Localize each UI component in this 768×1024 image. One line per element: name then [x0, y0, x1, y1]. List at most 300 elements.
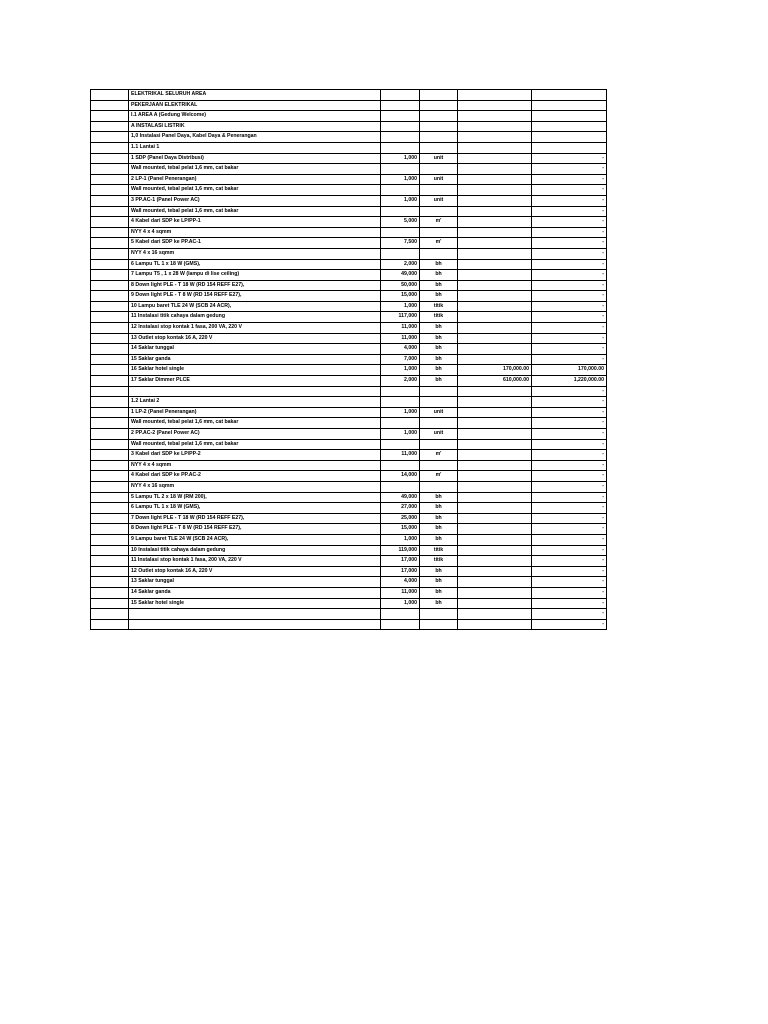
unit-price-cell: [458, 418, 532, 429]
volume-cell: 11,000: [381, 333, 420, 344]
number-cell: [91, 227, 129, 238]
description-cell: 7 Lampu T5 , 1 x 28 W (lampu di lise ceiling): [129, 270, 381, 281]
volume-cell: [381, 481, 420, 492]
number-cell: [91, 174, 129, 185]
volume-cell: 7,500: [381, 238, 420, 249]
volume-cell: [381, 164, 420, 175]
unit-price-cell: [458, 238, 532, 249]
total-price-cell: [532, 90, 607, 101]
unit-cell: titik: [420, 301, 458, 312]
unit-price-cell: [458, 354, 532, 365]
description-cell: 1.1 Lantai 1: [129, 142, 381, 153]
unit-cell: bh: [420, 534, 458, 545]
unit-cell: bh: [420, 503, 458, 514]
description-cell: NYY 4 x 4 sqmm: [129, 227, 381, 238]
total-price-cell: -: [532, 291, 607, 302]
description-cell: 3 Kabel dari SDP ke LP/PP-2: [129, 450, 381, 461]
total-price-cell: [532, 142, 607, 153]
volume-cell: [381, 619, 420, 630]
table-row: [91, 534, 607, 545]
volume-cell: [381, 248, 420, 259]
volume-cell: 14,000: [381, 471, 420, 482]
total-price-cell: -: [532, 238, 607, 249]
unit-price-cell: [458, 227, 532, 238]
table-row: [91, 121, 607, 132]
total-price-cell: -: [532, 217, 607, 228]
unit-cell: m': [420, 217, 458, 228]
number-cell: [91, 450, 129, 461]
description-cell: NYY 4 x 16 sqmm: [129, 481, 381, 492]
unit-cell: [420, 206, 458, 217]
number-cell: [91, 344, 129, 355]
unit-cell: [420, 90, 458, 101]
table-row: [91, 577, 607, 588]
volume-cell: 1,000: [381, 153, 420, 164]
total-price-cell: -: [532, 450, 607, 461]
unit-price-cell: [458, 429, 532, 440]
unit-cell: bh: [420, 492, 458, 503]
volume-cell: 15,000: [381, 524, 420, 535]
description-cell: [129, 386, 381, 397]
total-price-cell: -: [532, 503, 607, 514]
unit-cell: titik: [420, 312, 458, 323]
unit-price-cell: [458, 577, 532, 588]
unit-price-cell: [458, 121, 532, 132]
description-cell: [129, 619, 381, 630]
total-price-cell: -: [532, 270, 607, 281]
unit-price-cell: [458, 481, 532, 492]
volume-cell: 4,000: [381, 344, 420, 355]
table-row: [91, 280, 607, 291]
table-row: [91, 556, 607, 567]
volume-cell: 49,000: [381, 492, 420, 503]
total-price-cell: -: [532, 471, 607, 482]
table-row: [91, 217, 607, 228]
unit-price-cell: [458, 153, 532, 164]
unit-cell: bh: [420, 577, 458, 588]
volume-cell: [381, 460, 420, 471]
description-cell: 15 Saklar ganda: [129, 354, 381, 365]
volume-cell: [381, 206, 420, 217]
unit-cell: bh: [420, 598, 458, 609]
total-price-cell: -: [532, 386, 607, 397]
number-cell: [91, 323, 129, 334]
total-price-cell: -: [532, 195, 607, 206]
unit-cell: bh: [420, 365, 458, 376]
table-row: [91, 323, 607, 334]
unit-price-cell: [458, 450, 532, 461]
table-row: [91, 111, 607, 122]
number-cell: [91, 619, 129, 630]
unit-cell: unit: [420, 407, 458, 418]
description-cell: 5 Lampu TL 2 x 18 W (RM 200),: [129, 492, 381, 503]
total-price-cell: -: [532, 619, 607, 630]
unit-cell: bh: [420, 280, 458, 291]
table-row: [91, 291, 607, 302]
unit-price-cell: [458, 439, 532, 450]
number-cell: [91, 524, 129, 535]
unit-price-cell: 610,000.00: [458, 376, 532, 387]
unit-price-cell: [458, 344, 532, 355]
unit-cell: [420, 121, 458, 132]
total-price-cell: -: [532, 545, 607, 556]
table-row: [91, 312, 607, 323]
unit-cell: [420, 619, 458, 630]
number-cell: [91, 492, 129, 503]
total-price-cell: -: [532, 598, 607, 609]
description-cell: NYY 4 x 16 sqmm: [129, 248, 381, 259]
unit-price-cell: [458, 386, 532, 397]
unit-price-cell: [458, 397, 532, 408]
unit-cell: titik: [420, 545, 458, 556]
unit-price-cell: [458, 142, 532, 153]
volume-cell: 1,000: [381, 365, 420, 376]
description-cell: 6 Lampu TL 1 x 18 W (GMS),: [129, 503, 381, 514]
number-cell: [91, 545, 129, 556]
description-cell: 11 Instalasi titik cahaya dalam gedung: [129, 312, 381, 323]
unit-price-cell: [458, 609, 532, 620]
number-cell: [91, 354, 129, 365]
unit-cell: m': [420, 238, 458, 249]
table-row: [91, 439, 607, 450]
volume-cell: [381, 132, 420, 143]
table-row: [91, 386, 607, 397]
volume-cell: 17,000: [381, 556, 420, 567]
volume-cell: [381, 121, 420, 132]
unit-cell: [420, 418, 458, 429]
total-price-cell: -: [532, 481, 607, 492]
unit-price-cell: [458, 598, 532, 609]
volume-cell: 5,000: [381, 217, 420, 228]
number-cell: [91, 407, 129, 418]
description-cell: NYY 4 x 4 sqmm: [129, 460, 381, 471]
total-price-cell: -: [532, 418, 607, 429]
unit-price-cell: [458, 333, 532, 344]
unit-price-cell: [458, 619, 532, 630]
unit-price-cell: [458, 132, 532, 143]
description-cell: 13 Saklar tunggal: [129, 577, 381, 588]
unit-cell: [420, 386, 458, 397]
table-row: [91, 164, 607, 175]
total-price-cell: -: [532, 534, 607, 545]
total-price-cell: -: [532, 407, 607, 418]
unit-cell: bh: [420, 587, 458, 598]
unit-price-cell: [458, 280, 532, 291]
total-price-cell: -: [532, 429, 607, 440]
unit-cell: m': [420, 450, 458, 461]
unit-cell: [420, 609, 458, 620]
volume-cell: 50,000: [381, 280, 420, 291]
volume-cell: 2,000: [381, 376, 420, 387]
total-price-cell: -: [532, 556, 607, 567]
unit-cell: [420, 111, 458, 122]
total-price-cell: -: [532, 524, 607, 535]
number-cell: [91, 206, 129, 217]
table-row: [91, 185, 607, 196]
unit-cell: bh: [420, 566, 458, 577]
volume-cell: 1,000: [381, 598, 420, 609]
total-price-cell: -: [532, 566, 607, 577]
table-row: [91, 376, 607, 387]
number-cell: [91, 238, 129, 249]
unit-cell: [420, 100, 458, 111]
unit-price-cell: [458, 291, 532, 302]
table-row: [91, 132, 607, 143]
number-cell: [91, 195, 129, 206]
table-row: [91, 270, 607, 281]
table-row: [91, 418, 607, 429]
volume-cell: 17,000: [381, 566, 420, 577]
unit-price-cell: [458, 259, 532, 270]
volume-cell: 27,000: [381, 503, 420, 514]
total-price-cell: -: [532, 248, 607, 259]
number-cell: [91, 609, 129, 620]
number-cell: [91, 100, 129, 111]
table-row: [91, 429, 607, 440]
unit-price-cell: [458, 460, 532, 471]
volume-cell: [381, 111, 420, 122]
table-row: [91, 153, 607, 164]
description-cell: Wall mounted, tebal pelat 1,6 mm, cat bakar: [129, 185, 381, 196]
number-cell: [91, 429, 129, 440]
number-cell: [91, 217, 129, 228]
unit-price-cell: [458, 524, 532, 535]
number-cell: [91, 460, 129, 471]
description-cell: 2 LP-1 (Panel Penerangan): [129, 174, 381, 185]
table-row: [91, 301, 607, 312]
number-cell: [91, 566, 129, 577]
volume-cell: [381, 439, 420, 450]
unit-cell: [420, 185, 458, 196]
table-row: [91, 513, 607, 524]
volume-cell: 1,000: [381, 407, 420, 418]
table-row: [91, 503, 607, 514]
volume-cell: 25,000: [381, 513, 420, 524]
number-cell: [91, 312, 129, 323]
unit-price-cell: [458, 587, 532, 598]
unit-price-cell: [458, 270, 532, 281]
total-price-cell: -: [532, 153, 607, 164]
table-body: [91, 90, 607, 630]
unit-price-cell: [458, 566, 532, 577]
table-row: [91, 545, 607, 556]
unit-price-cell: [458, 323, 532, 334]
total-price-cell: -: [532, 492, 607, 503]
description-cell: 1 LP-2 (Panel Penerangan): [129, 407, 381, 418]
unit-cell: bh: [420, 524, 458, 535]
total-price-cell: -: [532, 354, 607, 365]
number-cell: [91, 270, 129, 281]
description-cell: 1,0 Instalasi Panel Daya, Kabel Daya & Penerangan: [129, 132, 381, 143]
number-cell: [91, 386, 129, 397]
unit-cell: [420, 481, 458, 492]
unit-cell: bh: [420, 291, 458, 302]
table-row: [91, 598, 607, 609]
description-cell: I.1 AREA A (Gedung Welcome): [129, 111, 381, 122]
number-cell: [91, 503, 129, 514]
unit-price-cell: [458, 556, 532, 567]
total-price-cell: -: [532, 301, 607, 312]
unit-cell: unit: [420, 153, 458, 164]
description-cell: Wall mounted, tebal pelat 1,6 mm, cat bakar: [129, 164, 381, 175]
unit-price-cell: [458, 111, 532, 122]
total-price-cell: -: [532, 397, 607, 408]
unit-price-cell: [458, 471, 532, 482]
total-price-cell: [532, 121, 607, 132]
number-cell: [91, 534, 129, 545]
total-price-cell: 1,220,000.00: [532, 376, 607, 387]
table-row: [91, 344, 607, 355]
table-row: [91, 90, 607, 101]
volume-cell: 1,000: [381, 174, 420, 185]
number-cell: [91, 481, 129, 492]
volume-cell: 49,000: [381, 270, 420, 281]
description-cell: 9 Lampu baret TLE 24 W (SCB 24 ACR),: [129, 534, 381, 545]
unit-price-cell: [458, 217, 532, 228]
unit-cell: m': [420, 471, 458, 482]
table-row: [91, 587, 607, 598]
table-row: [91, 142, 607, 153]
volume-cell: [381, 185, 420, 196]
total-price-cell: -: [532, 577, 607, 588]
number-cell: [91, 153, 129, 164]
total-price-cell: [532, 111, 607, 122]
table-row: [91, 174, 607, 185]
total-price-cell: 170,000.00: [532, 365, 607, 376]
number-cell: [91, 185, 129, 196]
volume-cell: 7,000: [381, 354, 420, 365]
unit-price-cell: [458, 503, 532, 514]
table-row: [91, 100, 607, 111]
volume-cell: 11,000: [381, 450, 420, 461]
description-cell: Wall mounted, tebal pelat 1,6 mm, cat bakar: [129, 418, 381, 429]
unit-price-cell: [458, 312, 532, 323]
total-price-cell: [532, 132, 607, 143]
table-row: [91, 195, 607, 206]
volume-cell: 117,000: [381, 312, 420, 323]
total-price-cell: -: [532, 609, 607, 620]
unit-price-cell: [458, 545, 532, 556]
unit-cell: bh: [420, 259, 458, 270]
number-cell: [91, 111, 129, 122]
number-cell: [91, 397, 129, 408]
unit-price-cell: [458, 206, 532, 217]
number-cell: [91, 556, 129, 567]
volume-cell: [381, 100, 420, 111]
description-cell: Wall mounted, tebal pelat 1,6 mm, cat bakar: [129, 439, 381, 450]
total-price-cell: -: [532, 227, 607, 238]
number-cell: [91, 598, 129, 609]
table-row: [91, 609, 607, 620]
description-cell: 16 Saklar hotel single: [129, 365, 381, 376]
unit-cell: [420, 397, 458, 408]
number-cell: [91, 142, 129, 153]
table-row: [91, 238, 607, 249]
unit-price-cell: [458, 534, 532, 545]
number-cell: [91, 418, 129, 429]
number-cell: [91, 513, 129, 524]
description-cell: 10 Lampu baret TLE 24 W (SCB 24 ACR),: [129, 301, 381, 312]
number-cell: [91, 376, 129, 387]
total-price-cell: -: [532, 259, 607, 270]
total-price-cell: -: [532, 164, 607, 175]
total-price-cell: -: [532, 439, 607, 450]
unit-price-cell: [458, 513, 532, 524]
unit-price-cell: [458, 195, 532, 206]
volume-cell: [381, 90, 420, 101]
description-cell: 2 PP.AC-2 (Panel Power AC): [129, 429, 381, 440]
description-cell: 12 Instalasi stop kontak 1 fasa, 200 VA, 220 V: [129, 323, 381, 334]
table-row: [91, 365, 607, 376]
number-cell: [91, 121, 129, 132]
table-row: [91, 481, 607, 492]
unit-cell: [420, 460, 458, 471]
description-cell: PEKERJAAN ELEKTRIKAL: [129, 100, 381, 111]
total-price-cell: -: [532, 185, 607, 196]
total-price-cell: -: [532, 460, 607, 471]
table-row: [91, 471, 607, 482]
volume-cell: [381, 227, 420, 238]
total-price-cell: -: [532, 344, 607, 355]
table-row: [91, 259, 607, 270]
volume-cell: 119,000: [381, 545, 420, 556]
number-cell: [91, 587, 129, 598]
unit-price-cell: [458, 407, 532, 418]
number-cell: [91, 90, 129, 101]
description-cell: 11 Instalasi stop kontak 1 fasa, 200 VA, 220 V: [129, 556, 381, 567]
total-price-cell: [532, 100, 607, 111]
description-cell: 6 Lampu TL 1 x 18 W (GMS),: [129, 259, 381, 270]
unit-price-cell: [458, 164, 532, 175]
volume-cell: [381, 418, 420, 429]
table-row: [91, 492, 607, 503]
table-row: [91, 227, 607, 238]
table-row: [91, 450, 607, 461]
volume-cell: 11,000: [381, 587, 420, 598]
unit-price-cell: [458, 248, 532, 259]
number-cell: [91, 164, 129, 175]
description-cell: 10 Instalasi titik cahaya dalam gedung: [129, 545, 381, 556]
volume-cell: 11,000: [381, 323, 420, 334]
volume-cell: 1,000: [381, 301, 420, 312]
unit-cell: [420, 227, 458, 238]
unit-price-cell: [458, 185, 532, 196]
total-price-cell: -: [532, 323, 607, 334]
unit-cell: bh: [420, 323, 458, 334]
number-cell: [91, 248, 129, 259]
number-cell: [91, 301, 129, 312]
table-row: [91, 524, 607, 535]
unit-cell: bh: [420, 513, 458, 524]
description-cell: 1.2 Lantai 2: [129, 397, 381, 408]
description-cell: 4 Kabel dari SDP ke LP/PP-1: [129, 217, 381, 228]
unit-cell: unit: [420, 429, 458, 440]
volume-cell: 1,000: [381, 429, 420, 440]
unit-cell: unit: [420, 195, 458, 206]
description-cell: 8 Down light PLE - T 18 W (RD 154 REFF E27),: [129, 280, 381, 291]
number-cell: [91, 280, 129, 291]
unit-cell: [420, 439, 458, 450]
volume-cell: 2,000: [381, 259, 420, 270]
total-price-cell: -: [532, 333, 607, 344]
table-row: [91, 619, 607, 630]
table-row: [91, 566, 607, 577]
number-cell: [91, 259, 129, 270]
description-cell: 3 PP.AC-1 (Panel Power AC): [129, 195, 381, 206]
unit-cell: titik: [420, 556, 458, 567]
table-row: [91, 248, 607, 259]
table-row: [91, 397, 607, 408]
